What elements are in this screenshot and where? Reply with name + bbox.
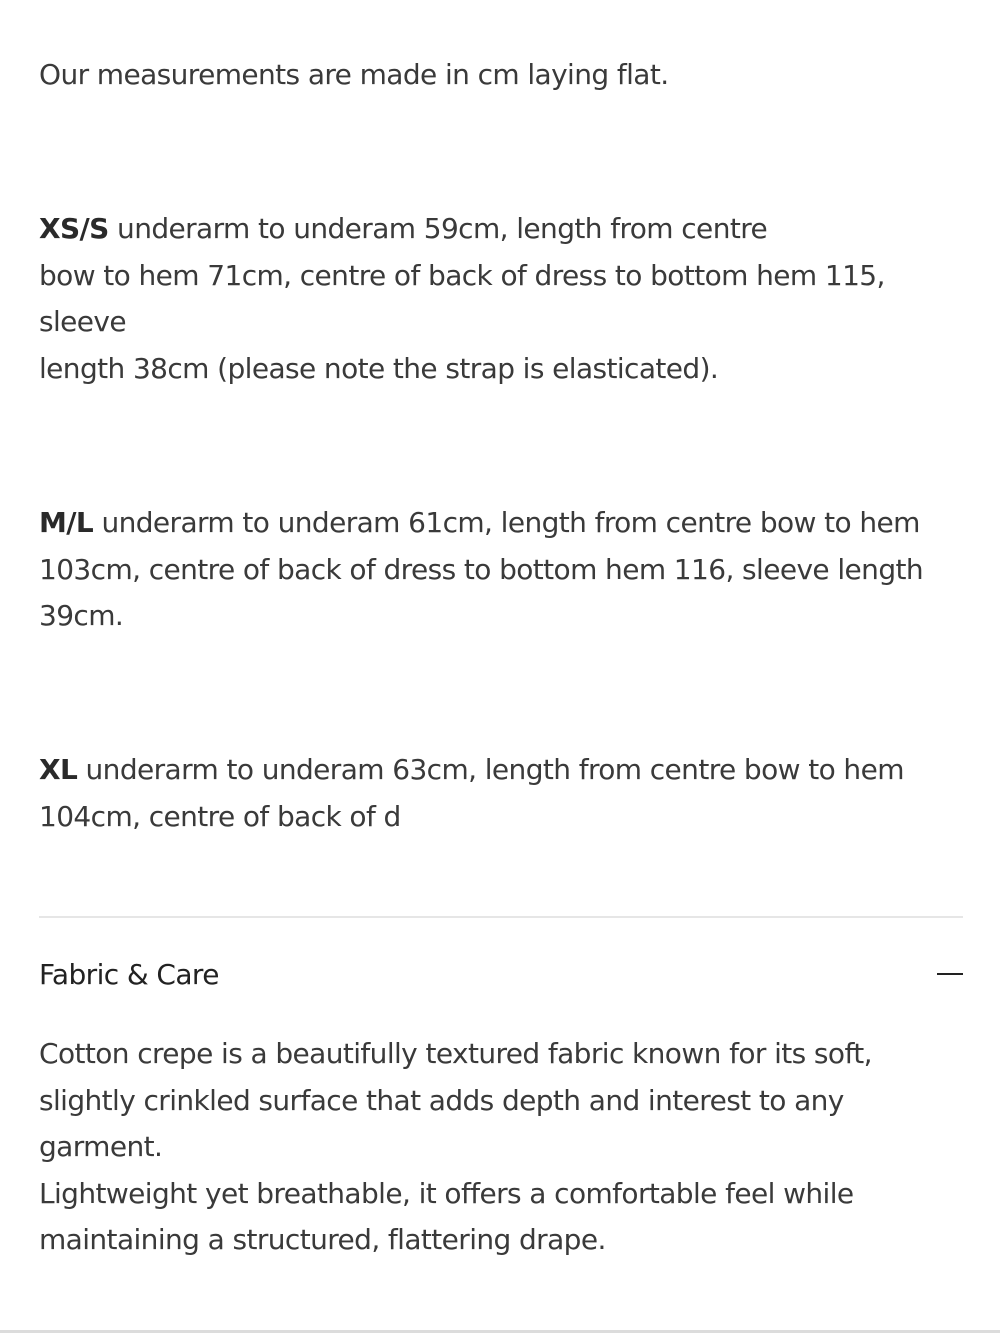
- m-l-line-1: [39, 500, 923, 547]
- m-l-text-1: underarm to underam 61cm, length from centre bow to hem: [93, 506, 920, 539]
- fabric-care-title: Fabric & Care: [39, 958, 219, 991]
- xl-line-1: [39, 747, 904, 794]
- size-label-xl: XL: [39, 753, 78, 786]
- intro-text: Our measurements are made in cm laying flat.: [39, 58, 669, 91]
- fabric-care-description: [39, 1031, 872, 1264]
- m-l-line-2: 103cm, centre of back of dress to bottom hem 116, sleeve length: [39, 552, 924, 586]
- xs-s-line-4: length 38cm (please note the strap is elasticated).: [39, 351, 719, 385]
- xl-text-1: underarm to underam 63cm, length from centre bow to hem: [77, 753, 904, 786]
- xs-s-line-2: bow to hem 71cm, centre of back of dress to bottom hem 115,: [39, 258, 885, 292]
- size-xl-measurements: [39, 747, 904, 840]
- fabric-care-accordion-toggle[interactable]: [39, 952, 963, 998]
- fabric-line-5: maintaining a structured, flattering drape.: [39, 1223, 606, 1256]
- size-label-xs-s: XS/S: [39, 212, 109, 245]
- measurements-intro: [39, 52, 669, 99]
- size-xs-s-measurements: [39, 206, 885, 392]
- fabric-line-4: Lightweight yet breathable, it offers a comfortable feel while: [39, 1176, 854, 1210]
- xs-s-line-3: sleeve: [39, 305, 127, 338]
- xs-s-text-1: underarm to underam 59cm, length from centre: [108, 212, 768, 245]
- xl-line-2: 104cm, centre of back of d: [39, 799, 401, 833]
- xs-s-line-1: [39, 206, 885, 253]
- minus-icon[interactable]: [937, 973, 963, 975]
- fabric-line-1: Cotton crepe is a beautifully textured fabric known for its soft,: [39, 1037, 872, 1070]
- m-l-line-3: 39cm.: [39, 599, 124, 632]
- size-m-l-measurements: [39, 500, 923, 640]
- section-divider: [39, 916, 963, 918]
- fabric-line-3: garment.: [39, 1130, 163, 1163]
- fabric-line-2: slightly crinkled surface that adds depth and interest to any: [39, 1083, 844, 1117]
- size-label-m-l: M/L: [39, 506, 94, 539]
